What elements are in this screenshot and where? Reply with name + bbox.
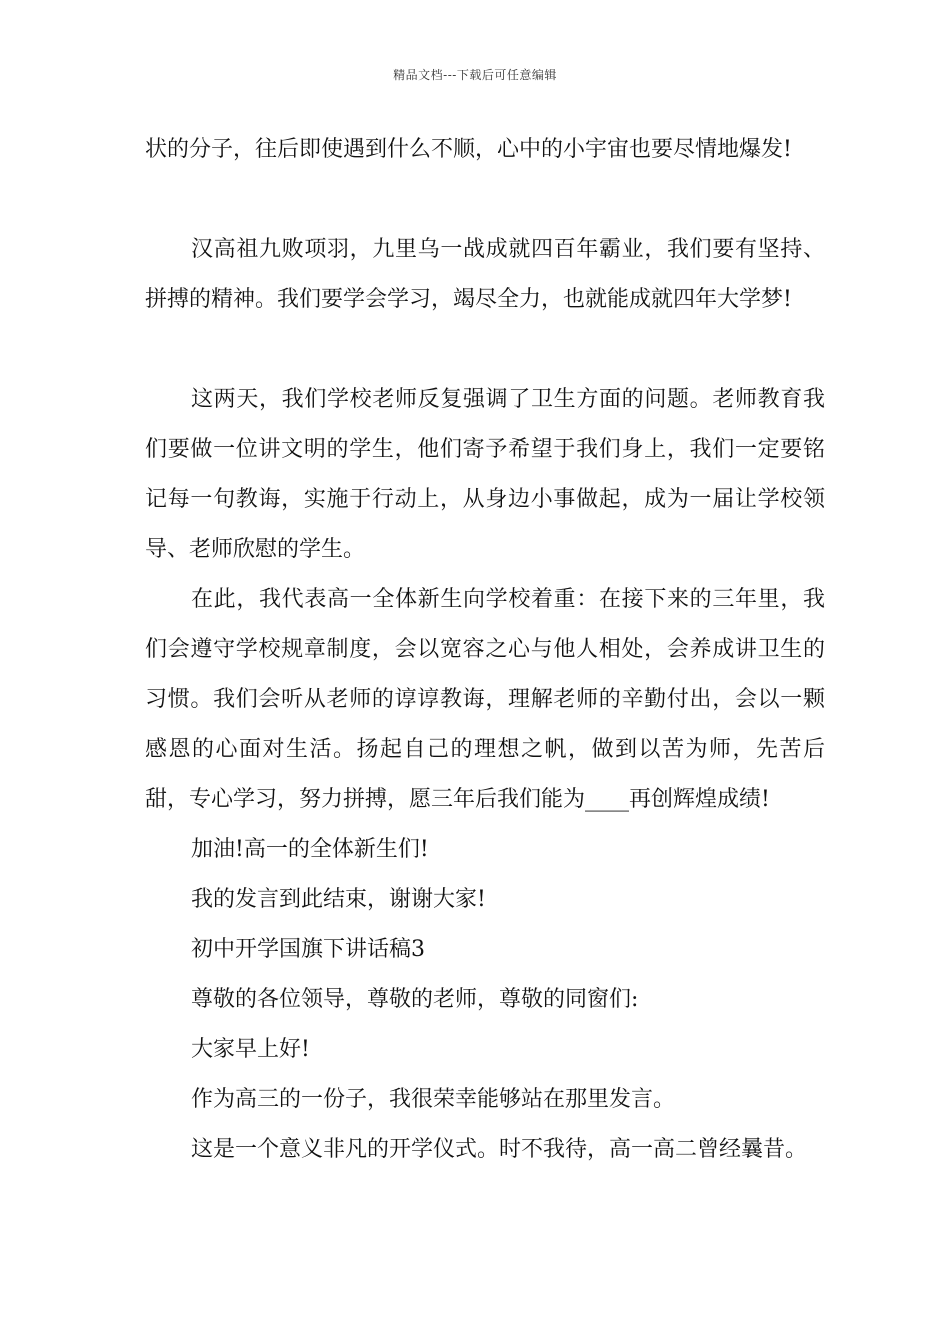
section-title: 初中开学国旗下讲话稿3 xyxy=(191,937,425,962)
paragraph-greeting: 大家早上好! xyxy=(191,1037,310,1062)
paragraph-pledge: 在此，我代表高一全体新生向学校着重：在接下来的三年里，我们会遵守学校规章制度，会以宽容之心与他人相处，会养成讲卫生的习惯。我们会听从老师的谆谆教诲，理解老师的辛勤付出，会以一颗感恩的心面对生活。扬起自己的理想之帆，做到以苦为师，先苦后甜，专心学习，努力拼搏，愿三年后我们能为____再创辉煌成绩! xyxy=(145,587,825,812)
document-body xyxy=(145,125,825,1175)
paragraph-intro: 作为高三的一份子，我很荣幸能够站在那里发言。 xyxy=(191,1087,676,1112)
paragraph-continuation: 状的分子，往后即使遇到什么不顺，心中的小宇宙也要尽情地爆发! xyxy=(145,137,792,162)
paragraph-hygiene: 这两天，我们学校老师反复强调了卫生方面的问题。老师教育我们要做一位讲文明的学生，他们寄予希望于我们身上，我们一定要铭记每一句教诲，实施于行动上，从身边小事做起，成为一届让学校领导、老师欣慰的学生。 xyxy=(145,387,825,562)
paragraph-ceremony: 这是一个意义非凡的开学仪式。时不我待，高一高二曾经曩昔。 xyxy=(191,1137,808,1162)
paragraph-salutation: 尊敬的各位领导，尊敬的老师，尊敬的同窗们: xyxy=(191,987,639,1012)
paragraph-cheer: 加油!高一的全体新生们! xyxy=(191,837,429,862)
page-header: 精品文档---下载后可任意编辑 xyxy=(393,68,557,82)
paragraph-closing: 我的发言到此结束，谢谢大家! xyxy=(191,887,486,912)
paragraph-han-gaozu: 汉高祖九败项羽，九里乌一战成就四百年霸业，我们要有坚持、拼搏的精神。我们要学会学习，竭尽全力，也就能成就四年大学梦! xyxy=(145,237,825,312)
